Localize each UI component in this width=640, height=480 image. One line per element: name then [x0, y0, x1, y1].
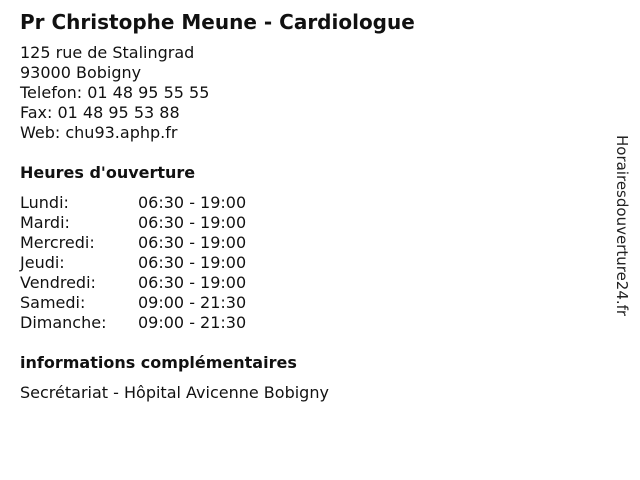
hours-time: 06:30 - 19:00 [138, 233, 247, 252]
opening-hours-list [20, 193, 280, 333]
address-block [20, 43, 209, 143]
hours-time: 09:00 - 21:30 [138, 313, 247, 332]
hours-row-saturday [20, 293, 280, 313]
hours-day: Lundi: [20, 193, 69, 212]
hours-time: 06:30 - 19:00 [138, 273, 247, 292]
hours-day: Jeudi: [20, 253, 65, 272]
hours-row-tuesday [20, 213, 280, 233]
street-address: 125 rue de Stalingrad [20, 43, 195, 62]
opening-hours-heading: Heures d'ouverture [20, 163, 196, 182]
fax-number: Fax: 01 48 95 53 88 [20, 103, 180, 122]
hours-time: 06:30 - 19:00 [138, 193, 247, 212]
watermark [612, 135, 632, 375]
additional-info-text: Secrétariat - Hôpital Avicenne Bobigny [20, 383, 329, 402]
hours-time: 06:30 - 19:00 [138, 213, 247, 232]
hours-row-monday [20, 193, 280, 213]
hours-day: Dimanche: [20, 313, 107, 332]
hours-day: Mercredi: [20, 233, 95, 252]
hours-row-wednesday [20, 233, 280, 253]
phone-number: Telefon: 01 48 95 55 55 [20, 83, 210, 102]
hours-time: 06:30 - 19:00 [138, 253, 247, 272]
hours-row-sunday [20, 313, 280, 333]
hours-day: Vendredi: [20, 273, 96, 292]
hours-time: 09:00 - 21:30 [138, 293, 247, 312]
watermark-text: Horairesdouverture24.fr [613, 135, 631, 317]
hours-row-friday [20, 273, 280, 293]
hours-row-thursday [20, 253, 280, 273]
business-title: Pr Christophe Meune - Cardiologue [20, 10, 415, 34]
hours-day: Mardi: [20, 213, 70, 232]
city-postcode: 93000 Bobigny [20, 63, 142, 82]
hours-day: Samedi: [20, 293, 86, 312]
additional-info-heading: informations complémentaires [20, 353, 297, 372]
website: Web: chu93.aphp.fr [20, 123, 178, 142]
